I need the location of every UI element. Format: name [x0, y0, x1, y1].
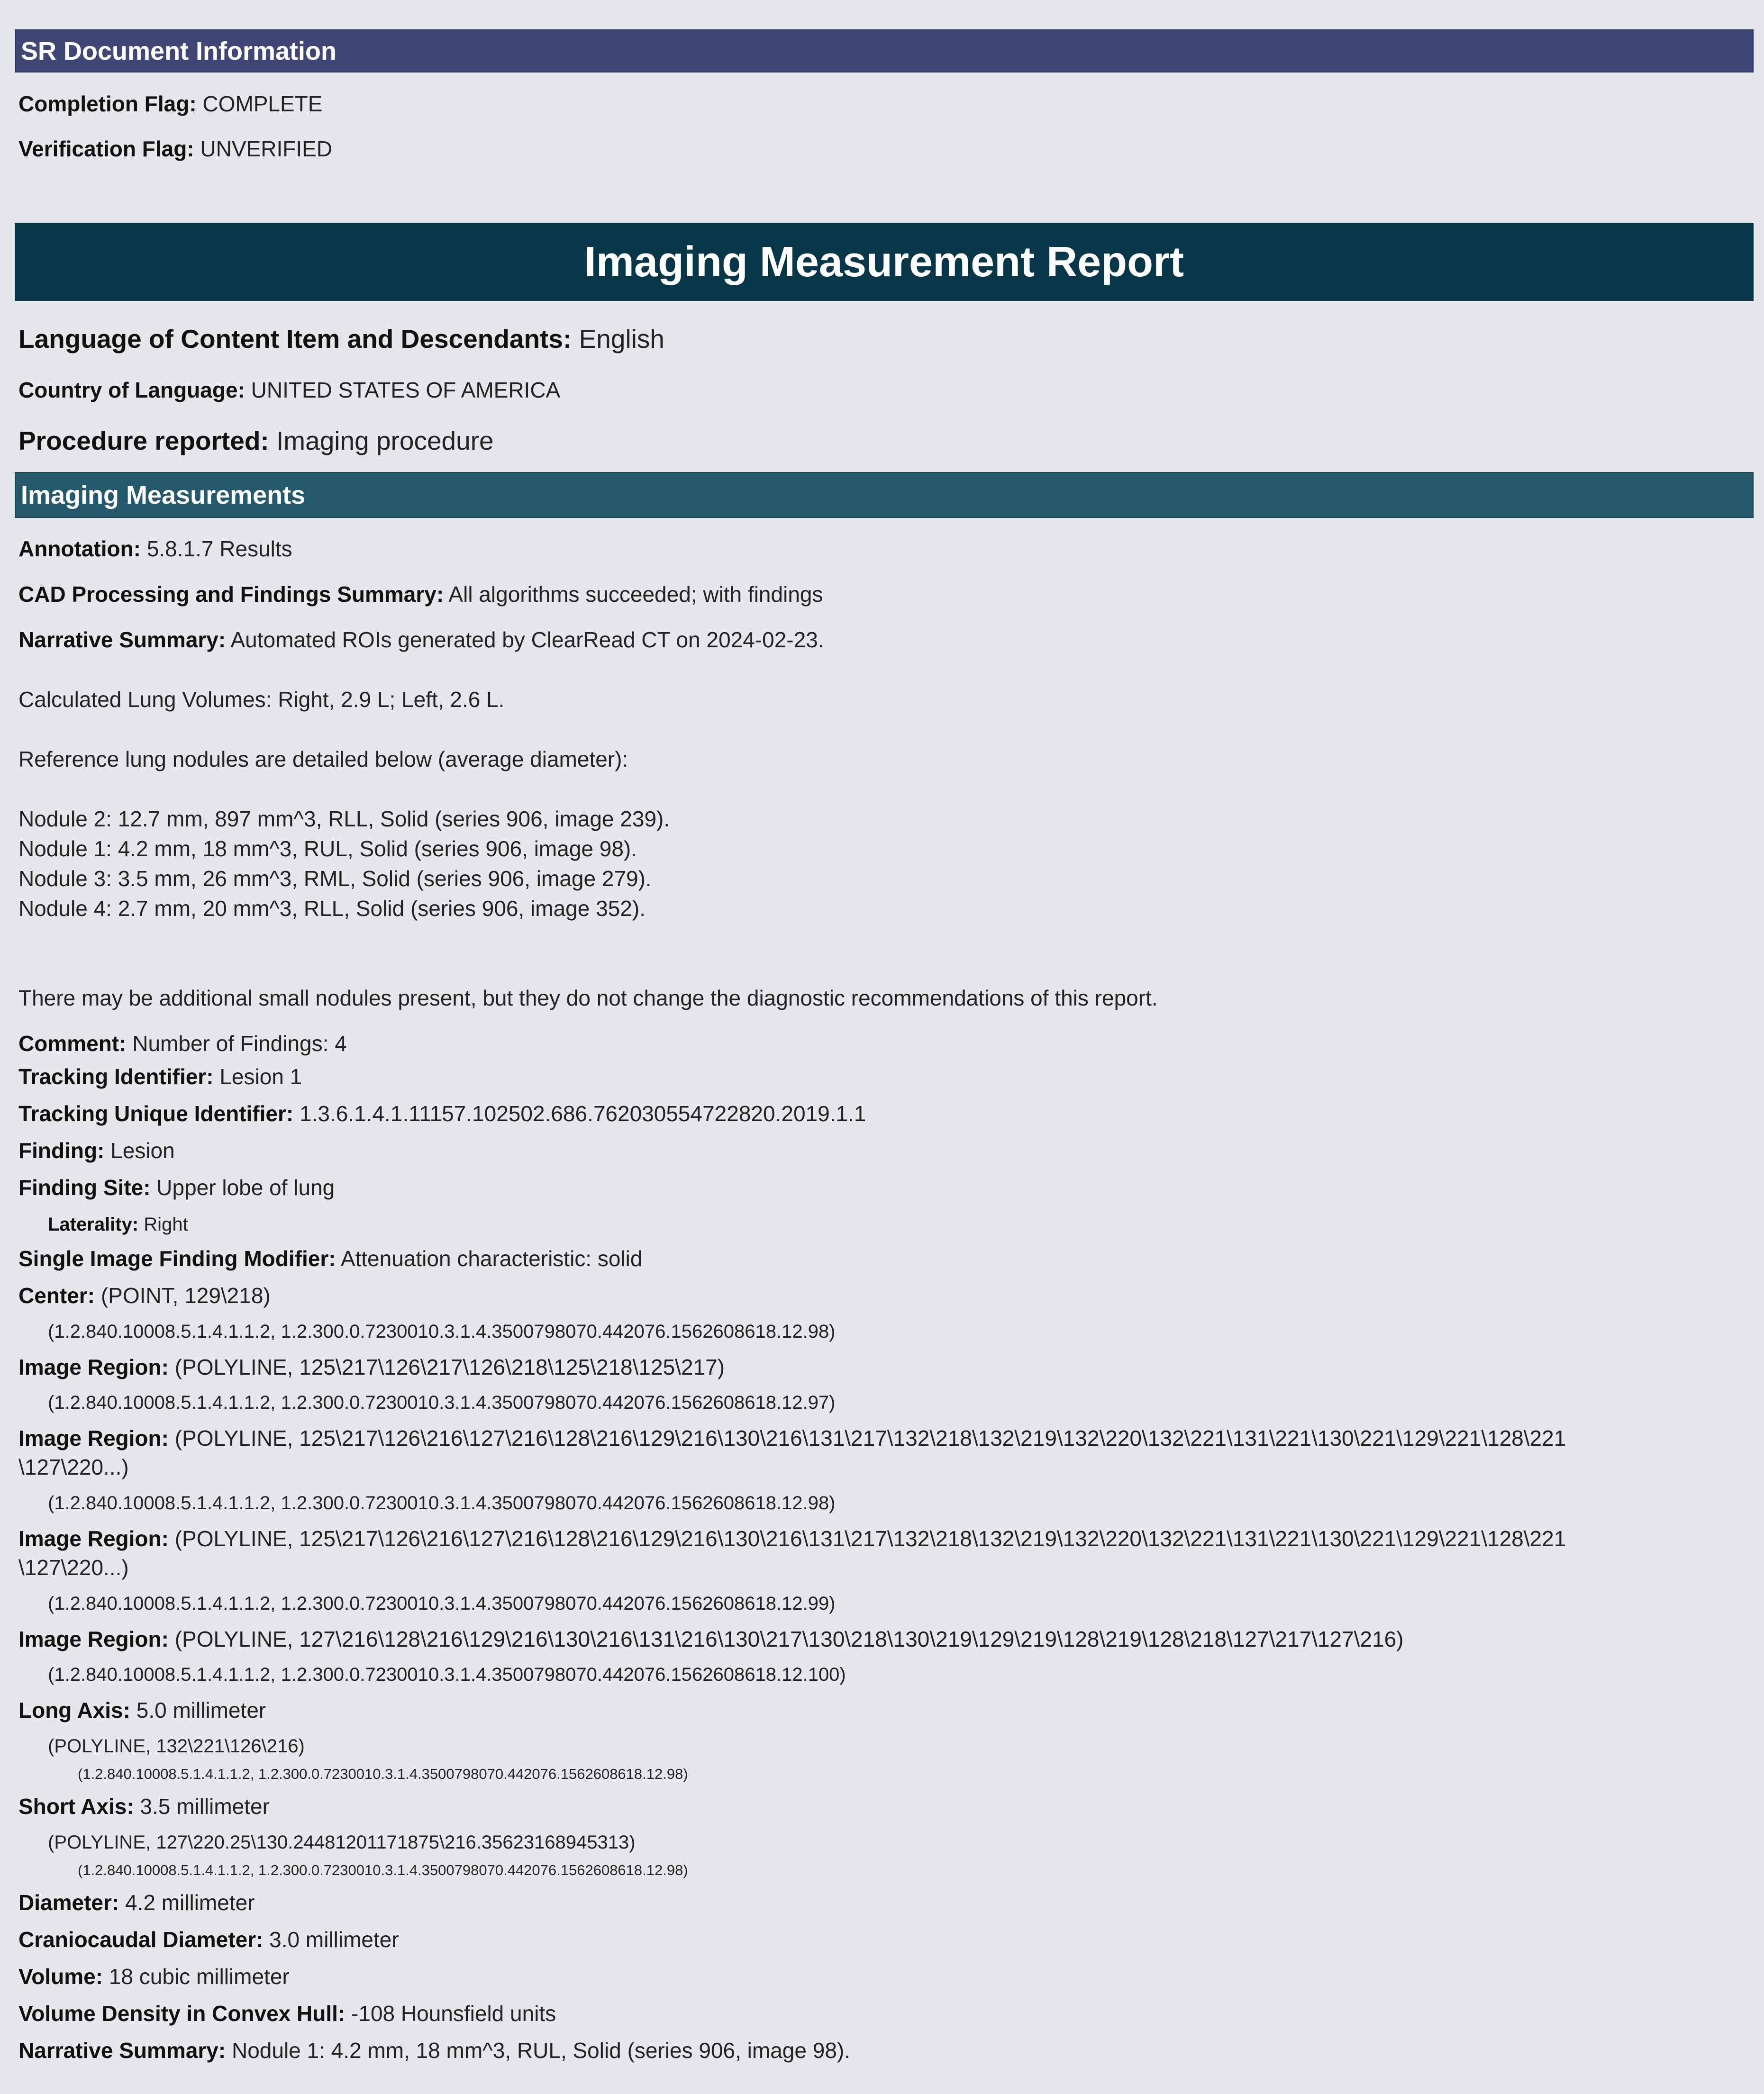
image-region-continuation: \127\220...) [18, 1555, 129, 1580]
tracking-uid [18, 1103, 866, 1124]
narrative-summary-value: Automated ROIs generated by ClearRead CT on 2024-02-23. [230, 627, 824, 652]
language-label: Language of Content Item and Descendants: [18, 324, 572, 354]
annotation-value: 5.8.1.7 Results [146, 536, 292, 561]
image-region-value: (POLYLINE, 125\217\126\216\127\216\128\216\129\216\130\216\131\217\132\218\132\219\132\220\132\221\131\221\130\221\129\221\128\221 [174, 1526, 1566, 1551]
finding-modifier-value: Attenuation characteristic: solid [340, 1246, 643, 1271]
finding-modifier [18, 1248, 642, 1269]
sr-info-header: SR Document Information [15, 29, 1754, 73]
long-axis-reference: (1.2.840.10008.5.1.4.1.1.2, 1.2.300.0.7230010.3.1.4.3500798070.442076.1562608618.12.98) [78, 1766, 688, 1782]
short-axis [18, 1795, 270, 1817]
verification-flag-label: Verification Flag: [18, 136, 194, 161]
laterality-value: Right [144, 1214, 188, 1235]
long-axis [18, 1699, 266, 1721]
center-value: (POINT, 129\218) [100, 1283, 271, 1308]
additional-nodules-note: There may be additional small nodules present, but they do not change the diagnostic recommendations of this report. [18, 986, 1158, 1010]
finding-modifier-label: Single Image Finding Modifier: [18, 1246, 336, 1271]
nodule-line: Nodule 1: 4.2 mm, 18 mm^3, RUL, Solid (series 906, image 98). [18, 836, 637, 861]
language [18, 326, 664, 352]
comment-value: Number of Findings: 4 [132, 1031, 347, 1056]
diameter [18, 1892, 255, 1913]
image-region-reference: (1.2.840.10008.5.1.4.1.1.2, 1.2.300.0.7230010.3.1.4.3500798070.442076.1562608618.12.97) [48, 1392, 836, 1413]
verification-flag [18, 138, 332, 160]
center-label: Center: [18, 1283, 95, 1308]
image-region-value: (POLYLINE, 127\216\128\216\129\216\130\216\131\216\130\217\130\218\130\219\129\219\128\219\128\218\127\217\127\216) [174, 1627, 1404, 1651]
verification-flag-value: UNVERIFIED [200, 136, 333, 161]
short-axis-value: 3.5 millimeter [140, 1794, 270, 1819]
finding-site-label: Finding Site: [18, 1175, 151, 1200]
center-reference: (1.2.840.10008.5.1.4.1.1.2, 1.2.300.0.7230010.3.1.4.3500798070.442076.1562608618.12.98) [48, 1321, 836, 1342]
volume-label: Volume: [18, 1964, 103, 1989]
country [18, 379, 560, 401]
image-region-reference: (1.2.840.10008.5.1.4.1.1.2, 1.2.300.0.7230010.3.1.4.3500798070.442076.1562608618.12.100) [48, 1664, 846, 1685]
image-region-label: Image Region: [18, 1526, 169, 1551]
nodule-line: Nodule 4: 2.7 mm, 20 mm^3, RLL, Solid (series 906, image 352). [18, 896, 646, 921]
nodules-intro: Reference lung nodules are detailed below (average diameter): [18, 747, 628, 771]
finding-value: Lesion [110, 1138, 175, 1163]
narrative-summary-label: Narrative Summary: [18, 627, 226, 652]
volume-value: 18 cubic millimeter [109, 1964, 290, 1989]
image-region-reference: (1.2.840.10008.5.1.4.1.1.2, 1.2.300.0.7230010.3.1.4.3500798070.442076.1562608618.12.98) [48, 1493, 836, 1514]
lesion-narrative-label: Narrative Summary: [18, 2038, 226, 2063]
volume-density [18, 2003, 556, 2024]
long-axis-label: Long Axis: [18, 1698, 130, 1722]
lesion-narrative-summary [18, 2040, 850, 2061]
nodule-line: Nodule 3: 3.5 mm, 26 mm^3, RML, Solid (series 906, image 279). [18, 866, 652, 891]
cad-summary-value: All algorithms succeeded; with findings [448, 582, 823, 607]
measurements-header: Imaging Measurements [15, 472, 1754, 518]
volume-density-value: -108 Hounsfield units [351, 2001, 556, 2026]
center [18, 1285, 271, 1306]
long-axis-polyline: (POLYLINE, 132\221\126\216) [48, 1736, 305, 1757]
craniocaudal-diameter-value: 3.0 millimeter [269, 1927, 399, 1952]
short-axis-label: Short Axis: [18, 1794, 134, 1819]
finding-label: Finding: [18, 1138, 105, 1163]
nodule-line: Nodule 2: 12.7 mm, 897 mm^3, RLL, Solid (series 906, image 239). [18, 807, 670, 831]
narrative-summary [18, 629, 824, 651]
comment [18, 1033, 347, 1054]
image-region-continuation: \127\220...) [18, 1455, 129, 1479]
tracking-identifier-label: Tracking Identifier: [18, 1064, 214, 1089]
tracking-uid-label: Tracking Unique Identifier: [18, 1101, 294, 1126]
procedure [18, 428, 494, 454]
image-region [18, 1356, 725, 1378]
cad-summary-label: CAD Processing and Findings Summary: [18, 582, 444, 607]
completion-flag [18, 93, 322, 115]
annotation [18, 538, 292, 560]
completion-flag-label: Completion Flag: [18, 91, 197, 116]
annotation-label: Annotation: [18, 536, 141, 561]
finding [18, 1140, 175, 1161]
image-region-label: Image Region: [18, 1355, 169, 1379]
image-region-reference: (1.2.840.10008.5.1.4.1.1.2, 1.2.300.0.7230010.3.1.4.3500798070.442076.1562608618.12.99) [48, 1593, 836, 1614]
image-region [18, 1628, 1403, 1650]
craniocaudal-diameter-label: Craniocaudal Diameter: [18, 1927, 264, 1952]
language-value: English [579, 324, 664, 354]
lesion-narrative-value: Nodule 1: 4.2 mm, 18 mm^3, RUL, Solid (series 906, image 98). [231, 2038, 851, 2063]
comment-label: Comment: [18, 1031, 127, 1056]
laterality [48, 1215, 188, 1234]
diameter-label: Diameter: [18, 1890, 119, 1915]
procedure-value: Imaging procedure [276, 426, 494, 455]
short-axis-polyline: (POLYLINE, 127\220.25\130.24481201171875\216.35623168945313) [48, 1832, 636, 1853]
finding-site [18, 1177, 335, 1198]
volume [18, 1966, 290, 1987]
country-value: UNITED STATES OF AMERICA [251, 378, 561, 402]
lung-volumes: Calculated Lung Volumes: Right, 2.9 L; Left, 2.6 L. [18, 687, 505, 712]
report-title: Imaging Measurement Report [15, 223, 1754, 301]
laterality-label: Laterality: [48, 1214, 139, 1235]
tracking-identifier [18, 1066, 302, 1088]
image-region-value: (POLYLINE, 125\217\126\216\127\216\128\216\129\216\130\216\131\217\132\218\132\219\132\220\132\221\131\221\130\221\129\221\128\221 [174, 1426, 1566, 1450]
craniocaudal-diameter [18, 1929, 399, 1950]
tracking-identifier-value: Lesion 1 [219, 1064, 302, 1089]
finding-site-value: Upper lobe of lung [156, 1175, 335, 1200]
image-region-label: Image Region: [18, 1426, 169, 1450]
tracking-uid-value: 1.3.6.1.4.1.11157.102502.686.762030554722820.2019.1.1 [299, 1101, 866, 1126]
volume-density-label: Volume Density in Convex Hull: [18, 2001, 346, 2026]
diameter-value: 4.2 millimeter [125, 1890, 255, 1915]
image-region-label: Image Region: [18, 1627, 169, 1651]
long-axis-value: 5.0 millimeter [136, 1698, 266, 1722]
procedure-label: Procedure reported: [18, 426, 269, 455]
short-axis-reference: (1.2.840.10008.5.1.4.1.1.2, 1.2.300.0.7230010.3.1.4.3500798070.442076.1562608618.12.98) [78, 1862, 688, 1878]
image-region-value: (POLYLINE, 125\217\126\217\126\218\125\218\125\217) [174, 1355, 725, 1379]
image-region [18, 1528, 1566, 1550]
image-region [18, 1427, 1566, 1449]
cad-summary [18, 583, 823, 605]
country-label: Country of Language: [18, 378, 245, 402]
completion-flag-value: COMPLETE [202, 91, 323, 116]
